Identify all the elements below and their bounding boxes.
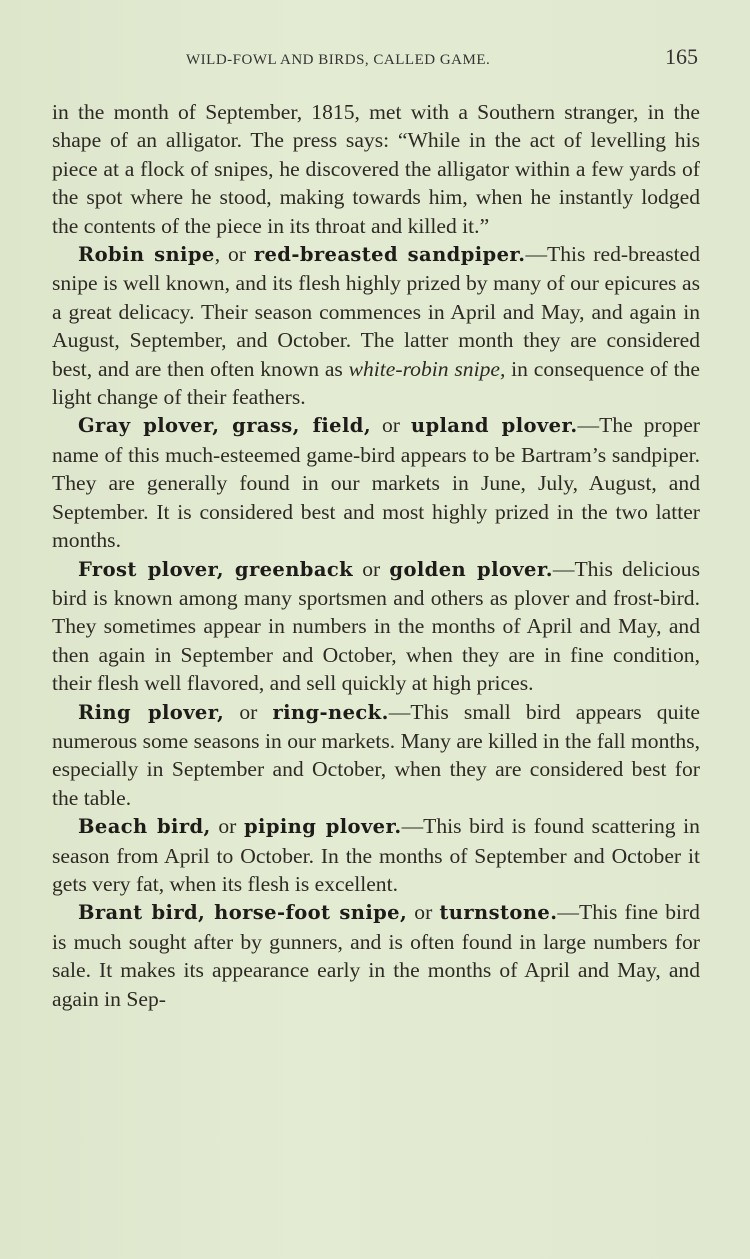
entry-separator: or — [224, 699, 273, 724]
entry-heading-alt: turnstone. — [439, 901, 558, 925]
entry-text-cont: in consequence of the light change of their feathers. — [52, 356, 701, 410]
running-head: WILD-FOWL AND BIRDS, CALLED GAME. — [186, 52, 491, 68]
entry-text: —This fine bird is much sought after by gunners, and is often found in large numbers for sale. It makes its appearance early in the months of April and May, and again in Sep- — [52, 900, 700, 1011]
entry-separator: or — [210, 814, 244, 839]
paragraph-beach-bird — [52, 812, 700, 898]
paragraph-frost-plover — [52, 555, 700, 698]
paragraph-brant-bird — [52, 898, 700, 1013]
entry-heading-alt: ring-neck. — [272, 700, 389, 724]
entry-text: —This small bird appears quite numerous some seasons in our markets. Many are killed in the fall months, especially in September and October, when they are considered best for the table. — [52, 699, 700, 810]
entry-heading: Ring plover, — [78, 700, 225, 724]
entry-heading: Frost plover, greenback — [78, 557, 354, 581]
page-header — [186, 44, 698, 70]
paragraph-ring-plover — [52, 698, 700, 813]
entry-separator: , or — [214, 242, 254, 267]
entry-heading: Brant bird, horse-foot snipe, — [78, 901, 408, 925]
page-body — [52, 98, 700, 1013]
entry-separator: or — [407, 900, 440, 925]
entry-heading: Gray plover, grass, field, — [78, 414, 372, 438]
entry-separator: or — [371, 413, 411, 438]
paragraph-gray-plover — [52, 411, 700, 554]
entry-heading-alt: piping plover. — [243, 815, 402, 839]
entry-heading-alt: upland plover. — [410, 414, 578, 438]
entry-text: —This red-breasted snipe is well known, and its flesh highly prized by many of our epicures as a great delicacy. Their season commences in April and May, and again in August, September, and October. The latter month they are considered best, and are then often known as — [52, 242, 701, 381]
entry-text: —The proper name of this much-esteemed game-bird appears to be Bartram’s sandpiper. They are generally found in our markets in June, July, August, and September. It is considered best and most highly prized in the two latter months. — [52, 413, 700, 553]
entry-heading: Beach bird, — [78, 815, 211, 839]
entry-italic-term: white-robin snipe, — [348, 356, 506, 381]
entry-text: —This delicious bird is known among many sportsmen and others as plover and frost-bird. They sometimes appear in numbers in the months of April and May, and then again in September and October, when they are in fine condition, their flesh well flavored, and sell quickly at high prices. — [52, 556, 701, 696]
paragraph-alligator-anecdote: in the month of September, 1815, met with a Southern stranger, in the shape of an alligator. The press says: “While in the act of levelling his piece at a flock of snipes, he discovered the alligator within a few yards of the spot where he stood, making towards him, when he instantly lodged the contents of the piece in its throat and killed it.” — [52, 100, 700, 238]
entry-heading-alt: golden plover. — [389, 557, 553, 581]
paragraph-robin-snipe — [52, 240, 700, 411]
entry-separator: or — [353, 556, 390, 581]
entry-text: —This bird is found scattering in season from April to October. In the months of September and October it gets very fat, when its flesh is excellent. — [52, 814, 700, 896]
page-number: 165 — [665, 44, 698, 69]
entry-heading-alt: red-breasted sandpiper. — [253, 243, 526, 267]
entry-heading: Robin snipe — [78, 243, 215, 267]
